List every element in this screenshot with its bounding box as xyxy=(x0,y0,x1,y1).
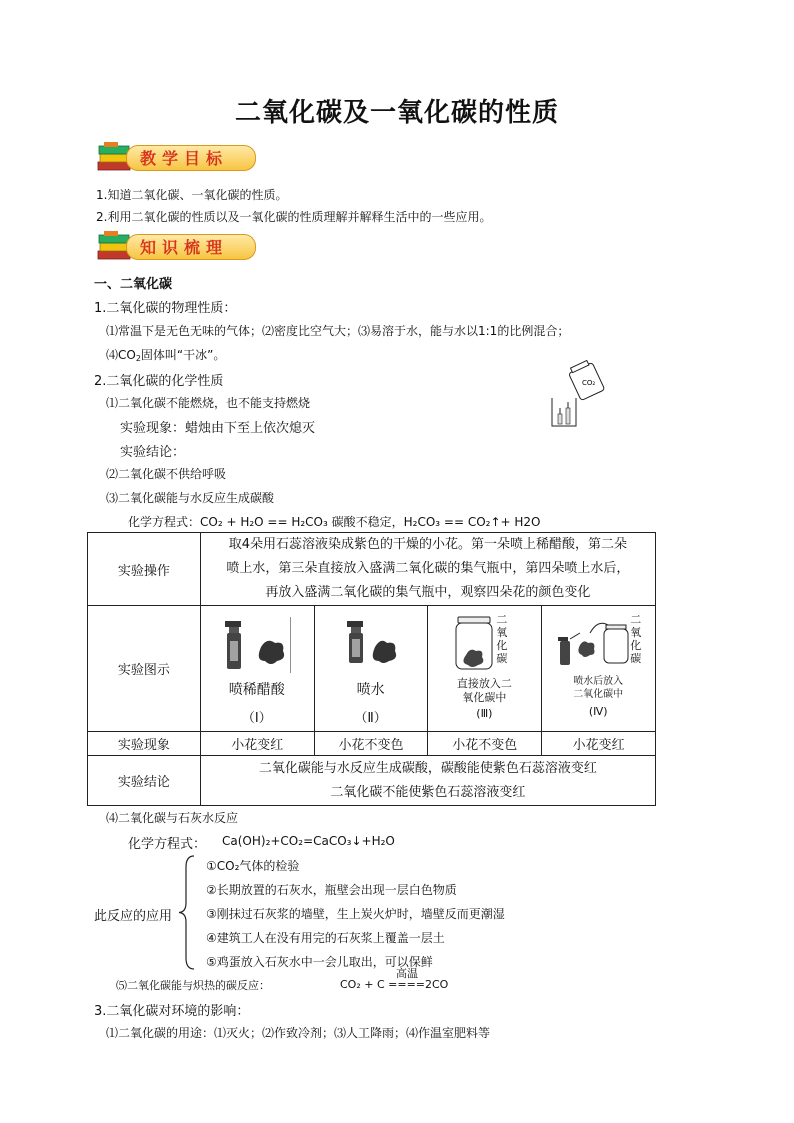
goal-1: 1.知道二氧化碳、一氧化碳的性质。 xyxy=(96,188,288,202)
conclusion-line: 二氧化碳能与水反应生成碳酸，碳酸能使紫色石蕊溶液变红 xyxy=(258,760,597,776)
phenomenon-cell: 小花变红 xyxy=(542,732,656,756)
section-heading-co2: 一、二氧化碳 xyxy=(94,277,173,292)
figure-number: （Ⅰ） xyxy=(241,710,272,726)
physical-line-2: $⑷CO_2$固体叫“干冰”。 xyxy=(106,348,226,363)
p4-equation: Ca(OH)₂+CO₂=CaCO₃↓+H₂O xyxy=(222,834,395,848)
figure-4 xyxy=(542,606,656,732)
figure-number: （Ⅱ） xyxy=(354,710,387,726)
phenomenon-cell: 小花变红 xyxy=(200,732,314,756)
conclusion-line: 二氧化碳不能使紫色石蕊溶液变红 xyxy=(330,784,526,800)
spray-bottle-icon xyxy=(221,617,291,673)
physical-heading: 1.二氧化碳的物理性质： xyxy=(94,301,237,316)
experiment-table xyxy=(87,532,656,806)
p1-phenomenon: 实验现象：蜡烛由下至上依次熄灭 xyxy=(120,421,316,436)
figure-number: (Ⅳ) xyxy=(588,704,608,718)
row-label-conclusion: 实验结论 xyxy=(88,756,201,806)
figure-side-label: 二 氧 化 碳 xyxy=(630,612,642,665)
figure-caption: 喷水 xyxy=(356,681,385,698)
figure-3 xyxy=(428,606,542,732)
p4-heading: ⑷二氧化碳与石灰水反应 xyxy=(106,811,239,825)
application-item: ④建筑工人在没有用完的石灰浆上覆盖一层土 xyxy=(206,931,445,945)
knowledge-banner xyxy=(96,231,258,261)
chemical-equation-3: 化学方程式：CO₂ + H₂O == H₂CO₃ 碳酸不稳定，H₂CO₃ == CO₂↑+ H2O xyxy=(128,515,541,529)
conclusion-cell xyxy=(200,756,655,806)
figure-side-label: 二 氧 化 碳 xyxy=(496,612,508,665)
co2-uses: ⑴二氧化碳的用途：⑴灭火；⑵作致冷剂；⑶人工降雨；⑷作温室肥料等 xyxy=(106,1026,491,1040)
figure-number: (Ⅲ) xyxy=(476,706,493,720)
phenomenon-cell: 小花不变色 xyxy=(428,732,542,756)
table-row xyxy=(88,606,656,732)
page-title: 二氧化碳及一氧化碳的性质 xyxy=(234,98,559,128)
chemical-heading: 2.二氧化碳的化学性质 xyxy=(94,374,224,389)
application-item: ⑤鸡蛋放入石灰水中一会儿取出，可以保鲜 xyxy=(206,955,433,969)
figure-1 xyxy=(200,606,314,732)
spray-bottle-icon xyxy=(343,617,399,673)
figure-caption: 喷稀醋酸 xyxy=(228,681,285,698)
chemical-p3: ⑶二氧化碳能与水反应生成碳酸 xyxy=(106,491,275,505)
co2-pouring-candles-illustration xyxy=(548,360,608,428)
chemical-p1: ⑴二氧化碳不能燃烧，也不能支持燃烧 xyxy=(106,396,311,410)
application-item: ②长期放置的石灰水，瓶壁会出现一层白色物质 xyxy=(206,883,457,897)
row-label-figure: 实验图示 xyxy=(88,606,201,732)
p4-equation-label: 化学方程式： xyxy=(128,837,207,852)
co2-label: CO₂ xyxy=(582,379,596,387)
operation-line: 取4朵用石蕊溶液染成紫色的干燥的小花。第一朵喷上稀醋酸，第二朵 xyxy=(228,537,628,552)
chemical-p2: ⑵二氧化碳不供给呼吸 xyxy=(106,467,227,481)
figure-caption: 直接放入二 氧化碳中 xyxy=(456,676,512,704)
figure-caption: 喷水后放入 二氧化碳中 xyxy=(573,675,624,700)
p5-equation: CO₂ + C ====2CO xyxy=(340,978,449,991)
operation-cell xyxy=(200,533,655,606)
application-label: 此反应的应用 xyxy=(94,909,173,924)
operation-line: 再放入盛满二氧化碳的集气瓶中，观察四朵花的颜色变化 xyxy=(265,585,591,600)
goals-banner-label: 教学目标 xyxy=(140,149,229,168)
physical-line-1: ⑴常温下是无色无味的气体；⑵密度比空气大；⑶易溶于水，能与水以1:1的比例混合； xyxy=(106,324,570,338)
application-item: ①CO₂气体的检验 xyxy=(206,859,300,873)
table-row xyxy=(88,732,656,756)
figure-2 xyxy=(314,606,428,732)
table-row xyxy=(88,533,656,606)
gas-jar-icon xyxy=(454,615,494,671)
p5-text: ⑸二氧化碳能与炽热的碳反应： xyxy=(116,979,270,992)
application-item: ③刚抹过石灰浆的墙壁，生上炭火炉时，墙壁反而更潮湿 xyxy=(206,907,505,921)
table-row xyxy=(88,756,656,806)
goal-2: 2.利用二氧化碳的性质以及一氧化碳的性质理解并解释生活中的一些应用。 xyxy=(96,210,492,224)
row-label-phenomenon: 实验现象 xyxy=(88,732,201,756)
p1-conclusion: 实验结论： xyxy=(120,445,186,460)
row-label-operation: 实验操作 xyxy=(88,533,201,606)
knowledge-banner-label: 知识梳理 xyxy=(140,238,229,257)
p5-condition: 高温 xyxy=(396,967,418,980)
brace-icon xyxy=(178,855,196,970)
goals-banner xyxy=(96,142,258,172)
spray-and-jar-icon xyxy=(556,615,632,671)
phenomenon-cell: 小花不变色 xyxy=(314,732,428,756)
environment-heading: 3.二氧化碳对环境的影响： xyxy=(94,1004,250,1019)
operation-line: 喷上水，第三朵直接放入盛满二氧化碳的集气瓶中，第四朵喷上水后， xyxy=(226,561,630,576)
